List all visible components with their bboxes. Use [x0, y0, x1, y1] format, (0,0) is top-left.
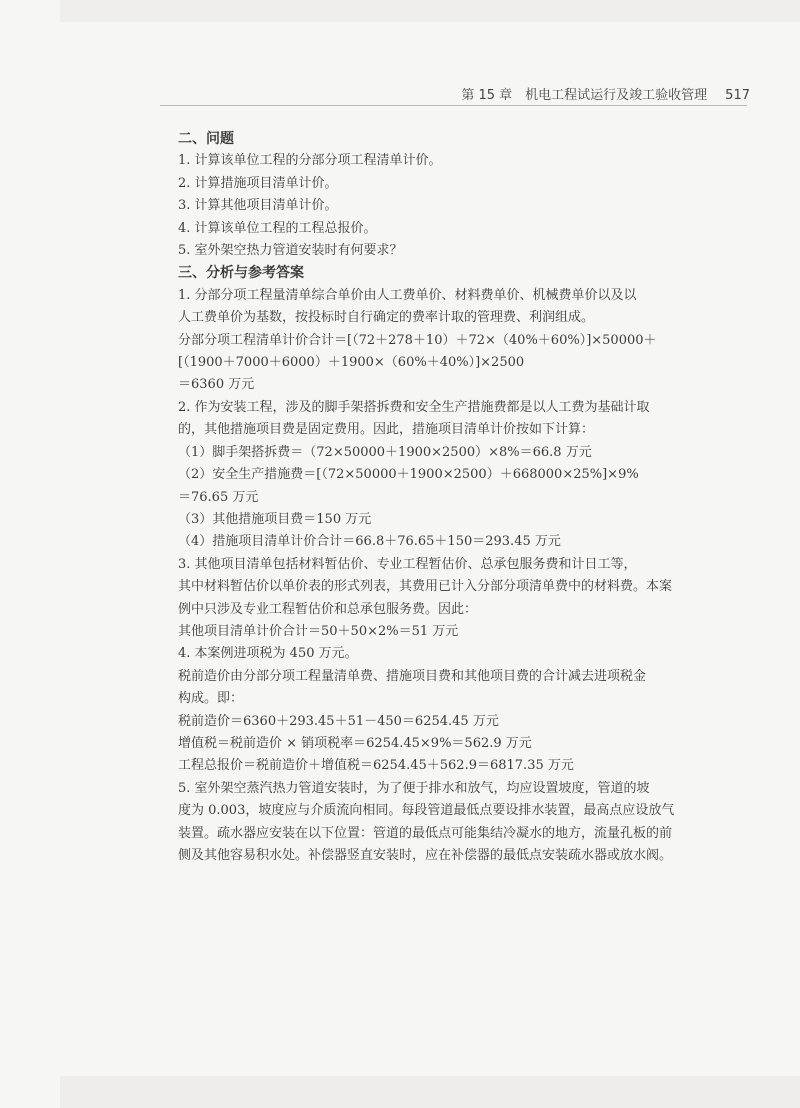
page-body [178, 128, 738, 867]
answer-2-item-2-result: ＝76.65 万元 [178, 489, 259, 505]
answer-3-line-1: 3. 其他项目清单包括材料暂估价、专业工程暂估价、总承包服务费和计日工等， [178, 556, 637, 572]
answer-2-item-2: （2）安全生产措施费＝[（72×50000＋1900×2500）＋668000×25%]×9% [178, 467, 639, 483]
answer-2-line-2: 的，其他措施项目费是固定费用。因此，措施项目清单计价按如下计算： [178, 422, 595, 438]
answer-4-line-2: 税前造价由分部分项工程量清单费、措施项目费和其他项目费的合计减去进项税金 [178, 668, 647, 684]
answer-4-formula-2: 增值税＝税前造价 × 销项税率＝6254.45×9%＝562.9 万元 [178, 735, 532, 751]
answer-2-line-1: 2. 作为安装工程，涉及的脚手架搭拆费和安全生产措施费都是以人工费为基础计取 [178, 399, 650, 415]
question-4: 4. 计算该单位工程的工程总报价。 [178, 220, 377, 236]
bottom-shadow [60, 1076, 800, 1108]
answer-1-formula-1: 分部分项工程清单计价合计＝[（72＋278＋10）＋72×（40%＋60%）]×50000＋ [178, 332, 657, 348]
answer-3-line-3: 例中只涉及专业工程暂估价和总承包服务费。因此： [178, 601, 478, 617]
answer-4-formula-1: 税前造价＝6360＋293.45＋51－450＝6254.45 万元 [178, 713, 499, 729]
chapter-title: 第 15 章 机电工程试运行及竣工验收管理 [461, 88, 708, 103]
question-1: 1. 计算该单位工程的分部分项工程清单计价。 [178, 153, 442, 169]
question-2: 2. 计算措施项目清单计价。 [178, 175, 338, 191]
answer-1-line-2: 人工费单价为基数，按投标时自行确定的费率计取的管理费、利润组成。 [178, 310, 595, 326]
answer-2-item-1: （1）脚手架搭拆费＝（72×50000＋1900×2500）×8%＝66.8 万元 [178, 444, 592, 460]
answer-4-formula-3: 工程总报价＝税前造价＋增值税＝6254.45＋562.9＝6817.35 万元 [178, 758, 574, 774]
running-header [420, 84, 750, 104]
answer-3-line-2: 其中材料暂估价以单价表的形式列表，其费用已计入分部分项清单费中的材料费。本案 [178, 579, 673, 595]
question-3: 3. 计算其他项目清单计价。 [178, 198, 338, 214]
answer-5-line-2: 度为 0.003，坡度应与介质流向相同。每段管道最低点要设排水装置，最高点应设放气 [178, 803, 675, 819]
answer-1-line-1: 1. 分部分项工程量清单综合单价由人工费单价、材料费单价、机械费单价以及以 [178, 287, 637, 303]
header-rule [160, 105, 747, 106]
answer-5-line-4: 侧及其他容易积水处。补偿器竖直安装时，应在补偿器的最低点安装疏水器或放水阀。 [178, 848, 673, 863]
answer-5-line-3: 装置。疏水器应安装在以下位置：管道的最低点可能集结冷凝水的地方，流量孔板的前 [178, 825, 673, 841]
top-shadow [60, 0, 800, 22]
answer-2-item-4: （4）措施项目清单计价合计＝66.8＋76.65＋150＝293.45 万元 [178, 534, 561, 550]
answer-2-item-3: （3）其他措施项目费＝150 万元 [178, 511, 372, 527]
section-heading-questions: 二、问题 [178, 131, 234, 147]
answer-5-line-1: 5. 室外架空蒸汽热力管道安装时，为了便于排水和放气，均应设置坡度，管道的坡 [178, 780, 650, 796]
answer-4-line-1: 4. 本案例进项税为 450 万元。 [178, 646, 358, 662]
question-5: 5. 室外架空热力管道安装时有何要求？ [178, 243, 403, 259]
answer-4-line-3: 构成。即： [178, 691, 244, 707]
answer-1-formula-3: ＝6360 万元 [178, 377, 255, 393]
answer-1-formula-2: [（1900＋7000＋6000）＋1900×（60%＋40%）]×2500 [178, 355, 525, 371]
page-number: 517 [725, 88, 750, 103]
answer-3-formula: 其他项目清单计价合计＝50＋50×2%＝51 万元 [178, 623, 459, 639]
section-heading-answers: 三、分析与参考答案 [178, 265, 304, 282]
